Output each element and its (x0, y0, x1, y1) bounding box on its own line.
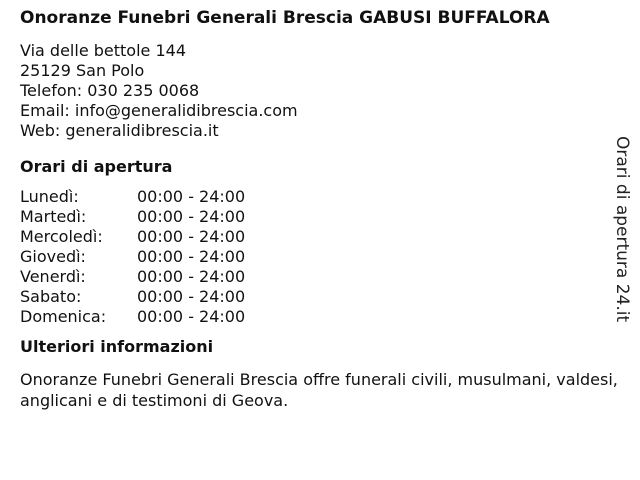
time-range: 00:00 - 24:00 (137, 247, 246, 266)
hours-row (20, 307, 245, 327)
business-card (20, 8, 620, 411)
time-range: 00:00 - 24:00 (137, 207, 246, 226)
watermark-text: Orari di apertura 24.it (612, 136, 632, 323)
email-address: Email: info@generalidibrescia.com (20, 101, 298, 120)
day-label: Lunedì: (20, 187, 79, 206)
hours-row (20, 287, 245, 307)
site-watermark (612, 136, 632, 323)
hours-row (20, 267, 245, 287)
day-label: Venerdì: (20, 267, 86, 286)
time-range: 00:00 - 24:00 (137, 227, 246, 246)
hours-row (20, 227, 245, 247)
opening-hours-heading: Orari di apertura (20, 157, 173, 176)
website-address: Web: generalidibrescia.it (20, 121, 219, 140)
city-address: 25129 San Polo (20, 61, 145, 80)
time-range: 00:00 - 24:00 (137, 267, 246, 286)
time-range: 00:00 - 24:00 (137, 287, 246, 306)
more-info-heading: Ulteriori informazioni (20, 337, 214, 356)
hours-row (20, 247, 245, 267)
hours-row (20, 187, 245, 207)
day-label: Mercoledì: (20, 227, 103, 246)
street-address: Via delle bettole 144 (20, 41, 186, 60)
time-range: 00:00 - 24:00 (137, 187, 246, 206)
phone-number: Telefon: 030 235 0068 (20, 81, 200, 100)
hours-row (20, 207, 245, 227)
day-label: Domenica: (20, 307, 107, 326)
contact-block (20, 41, 620, 141)
time-range: 00:00 - 24:00 (137, 307, 246, 326)
more-info-text: Onoranze Funebri Generali Brescia offre funerali civili, musulmani, valdesi, anglicani e di testimoni di Geova. (20, 370, 618, 410)
business-name: Onoranze Funebri Generali Brescia GABUSI BUFFALORA (20, 8, 550, 28)
day-label: Giovedì: (20, 247, 86, 266)
day-label: Sabato: (20, 287, 82, 306)
day-label: Martedì: (20, 207, 87, 226)
opening-hours-table (20, 187, 245, 327)
